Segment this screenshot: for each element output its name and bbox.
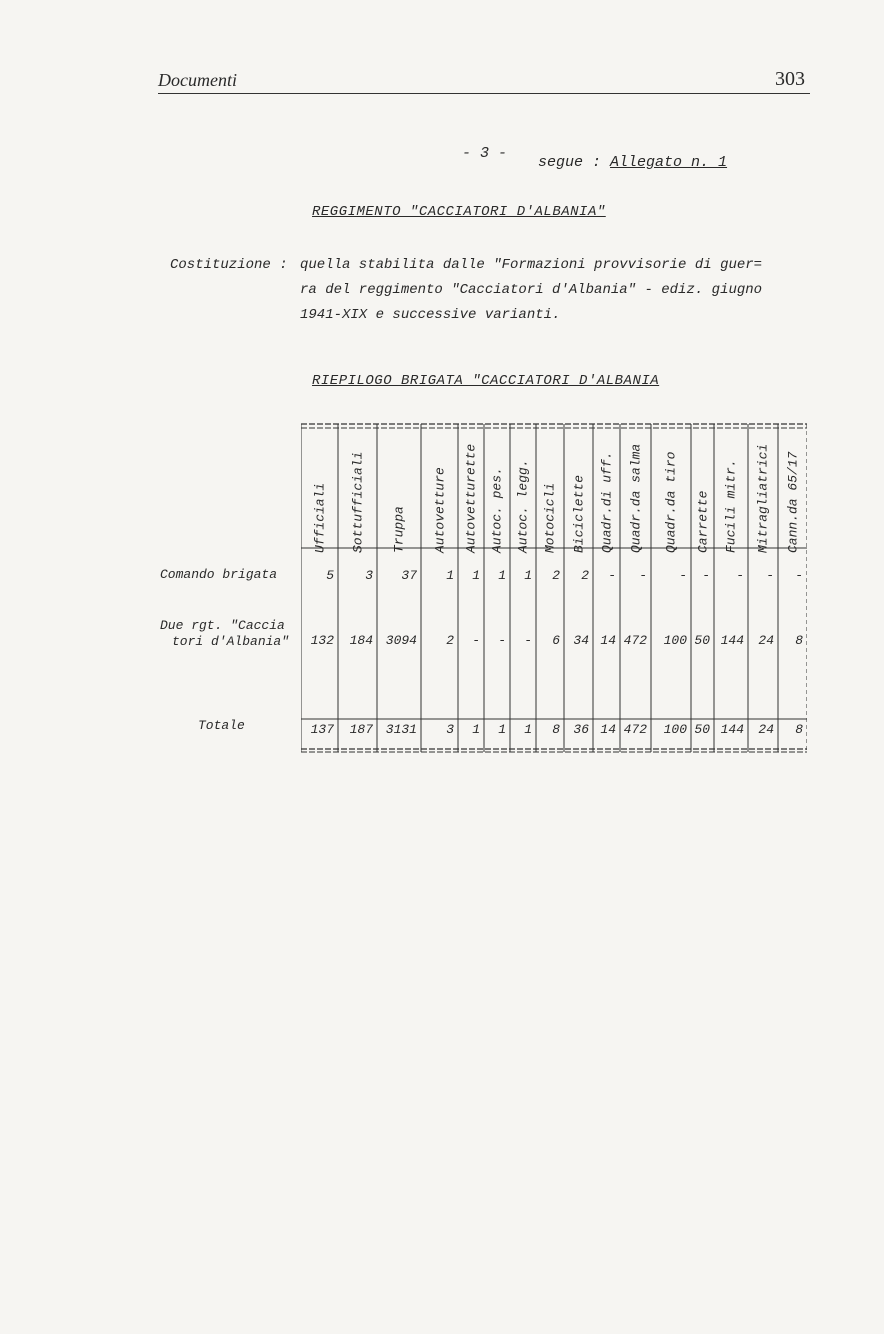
table-cell: 1 [498, 568, 506, 583]
column-header-label: Autovetturette [463, 443, 479, 553]
column-header [748, 433, 778, 568]
column-header [458, 433, 484, 568]
segue-line [538, 154, 727, 171]
costituzione-line: ra del reggimento "Cacciatori d'Albania" - ediz. giugno [300, 282, 763, 298]
column-header-label: Autoc. legg. [515, 459, 531, 553]
table-cell: 1 [524, 568, 532, 583]
column-header [651, 433, 691, 568]
column-header [593, 433, 620, 568]
table-cell: 50 [694, 722, 710, 737]
table-cell: 3 [446, 722, 454, 737]
column-header [714, 433, 748, 568]
table-cell: 1 [472, 568, 480, 583]
column-header [421, 433, 458, 568]
column-header [377, 433, 421, 568]
table-cell: - [702, 568, 710, 583]
column-header [564, 433, 593, 568]
table-cell: - [498, 633, 506, 648]
table-cell: 2 [446, 633, 454, 648]
row-label-due-rgt-line2: tori d'Albania" [172, 634, 290, 649]
table-cell: 8 [795, 633, 803, 648]
table-cell: 144 [720, 633, 744, 648]
table-cell: 3094 [385, 633, 417, 648]
riepilogo-title: RIEPILOGO BRIGATA "CACCIATORI D'ALBANIA [312, 373, 660, 389]
table-cell: 2 [581, 568, 589, 583]
column-header [510, 433, 536, 568]
table-cell: 34 [573, 633, 589, 648]
column-header-label: Autoc. pes. [489, 467, 505, 553]
column-header [301, 433, 338, 568]
segue-prefix: segue : [538, 154, 602, 171]
costituzione-label: Costituzione : [170, 257, 288, 273]
table-cell: 187 [349, 722, 373, 737]
running-head-section: Documenti [158, 70, 237, 90]
table-cell: 8 [795, 722, 803, 737]
table-cell: 137 [310, 722, 334, 737]
table-cell: - [795, 568, 803, 583]
column-header [536, 433, 564, 568]
table-cell: 1 [472, 722, 480, 737]
column-header-label: Motocicli [542, 482, 558, 553]
column-header-label: Quadr.da salma [628, 443, 643, 553]
column-header-label: Autovetture [432, 467, 447, 553]
column-header-label: Mitragliatrici [755, 443, 771, 553]
column-header [620, 433, 651, 568]
table-cell: 24 [758, 722, 774, 737]
column-header-label: Fucili mitr. [723, 459, 739, 553]
table-cell: 1 [524, 722, 532, 737]
column-header-label: Truppa [391, 506, 407, 553]
row-label-comando: Comando brigata [160, 567, 278, 582]
table-cell: 50 [694, 633, 710, 648]
table-cell: 472 [623, 722, 647, 737]
table-cell: - [679, 568, 687, 583]
table-cell: 2 [552, 568, 560, 583]
table-cell: 36 [573, 722, 589, 737]
table-cell: 184 [349, 633, 373, 648]
table-cell: 6 [552, 633, 560, 648]
table-cell: 5 [326, 568, 334, 583]
table-cell: 3131 [385, 722, 417, 737]
table-cell: 100 [663, 722, 687, 737]
header-rule [158, 93, 810, 94]
column-header-label: Ufficiali [312, 482, 327, 553]
column-header [484, 433, 510, 568]
table-cell: 132 [310, 633, 334, 648]
riepilogo-table [301, 423, 807, 753]
table-cell: 37 [401, 568, 417, 583]
costituzione-line: 1941-XIX e successive varianti. [300, 307, 561, 323]
table-cell: 24 [758, 633, 774, 648]
table-cell: - [608, 568, 616, 583]
table-cell: 8 [552, 722, 560, 737]
table-cell: 1 [498, 722, 506, 737]
column-header-label: Sottufficiali [350, 451, 365, 553]
table-cell: 14 [600, 633, 616, 648]
page-marker: - 3 - [462, 145, 508, 162]
column-header [691, 433, 714, 568]
column-header-label: Quadr.da tiro [663, 451, 679, 553]
table-cell: 1 [446, 568, 454, 583]
table-cell: 14 [600, 722, 616, 737]
column-header [778, 433, 807, 568]
table-cell: 100 [663, 633, 687, 648]
allegato-reference: Allegato n. 1 [610, 154, 728, 171]
page-number: 303 [775, 68, 805, 90]
table-cell: 144 [720, 722, 744, 737]
column-header [338, 433, 377, 568]
table-cell: - [736, 568, 744, 583]
table-cell: - [472, 633, 480, 648]
column-header-label: Cann.da 65/17 [785, 451, 800, 553]
column-header-label: Biciclette [571, 474, 586, 553]
table-cell: - [524, 633, 532, 648]
table-cell: 3 [365, 568, 373, 583]
table-cell: 472 [623, 633, 647, 648]
row-label-totale: Totale [198, 718, 245, 733]
regiment-title: REGGIMENTO "CACCIATORI D'ALBANIA" [312, 204, 606, 220]
row-label-due-rgt-line1: Due rgt. "Caccia [160, 618, 285, 633]
costituzione-line: quella stabilita dalle "Formazioni provvisorie di guer= [300, 257, 763, 273]
column-header-label: Carrette [695, 490, 710, 553]
table-cell: - [639, 568, 647, 583]
table-cell: - [766, 568, 774, 583]
column-header-label: Quadr.di uff. [599, 451, 614, 553]
